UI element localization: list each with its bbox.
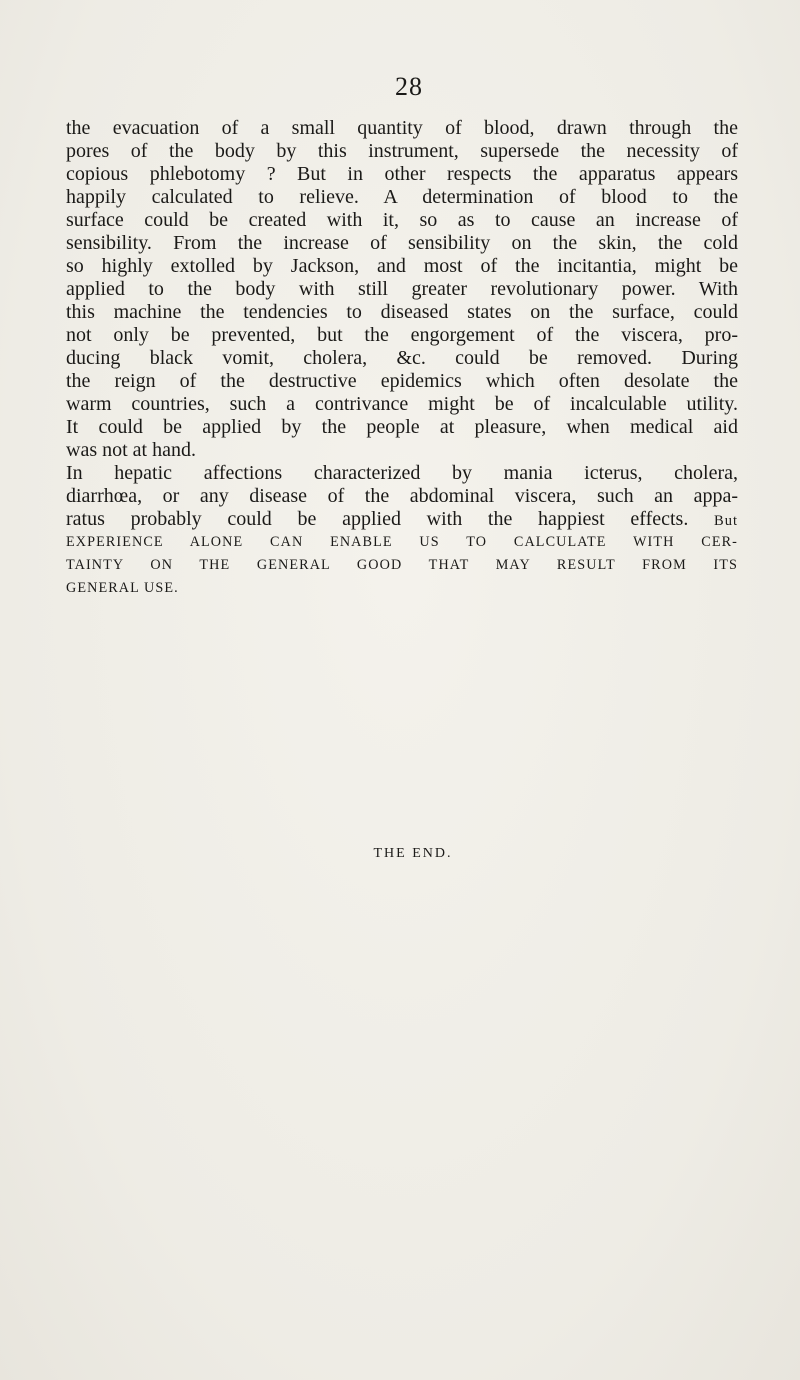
- the-end-marker: THE END.: [373, 846, 453, 861]
- caps-line: GENERAL USE.: [66, 580, 179, 596]
- text-line: copious phlebotomy ? But in other respects the apparatus appears: [66, 163, 738, 185]
- text-line: was not at hand.: [66, 439, 196, 461]
- text-line: applied to the body with still greater revolutionary power. With: [66, 278, 738, 300]
- text-line: [66, 508, 738, 531]
- text-line: the reign of the destructive epidemics which often desolate the: [66, 370, 738, 392]
- text-line: pores of the body by this instrument, supersede the necessity of: [66, 140, 738, 162]
- text-line: In hepatic affections characterized by mania icterus, cholera,: [66, 462, 738, 484]
- text-line: warm countries, such a contrivance might be of incalculable utility.: [66, 393, 738, 415]
- text-line: surface could be created with it, so as to cause an increase of: [66, 209, 738, 231]
- text-line: not only be prevented, but the engorgement of the viscera, pro-: [66, 324, 738, 346]
- body-text: [66, 117, 738, 600]
- text-line: sensibility. From the increase of sensibility on the skin, the cold: [66, 232, 738, 254]
- text-line: this machine the tendencies to diseased states on the surface, could: [66, 301, 738, 323]
- page-number: 28: [395, 72, 423, 101]
- caps-line: TAINTY ON THE GENERAL GOOD THAT MAY RESULT FROM ITS: [66, 557, 738, 573]
- text-line: ducing black vomit, cholera, &c. could be removed. During: [66, 347, 738, 369]
- text-line: It could be applied by the people at pleasure, when medical aid: [66, 416, 738, 438]
- caps-line: EXPERIENCE ALONE CAN ENABLE US TO CALCULATE WITH CER-: [66, 534, 738, 550]
- small-caps-word: But: [714, 513, 738, 529]
- text-line: diarrhœa, or any disease of the abdominal viscera, such an appa-: [66, 485, 738, 507]
- text-segment: ratus probably could be applied with the happiest effects.: [66, 508, 689, 530]
- text-line: the evacuation of a small quantity of blood, drawn through the: [66, 117, 738, 139]
- text-line: happily calculated to relieve. A determination of blood to the: [66, 186, 738, 208]
- text-line: so highly extolled by Jackson, and most of the incitantia, might be: [66, 255, 738, 277]
